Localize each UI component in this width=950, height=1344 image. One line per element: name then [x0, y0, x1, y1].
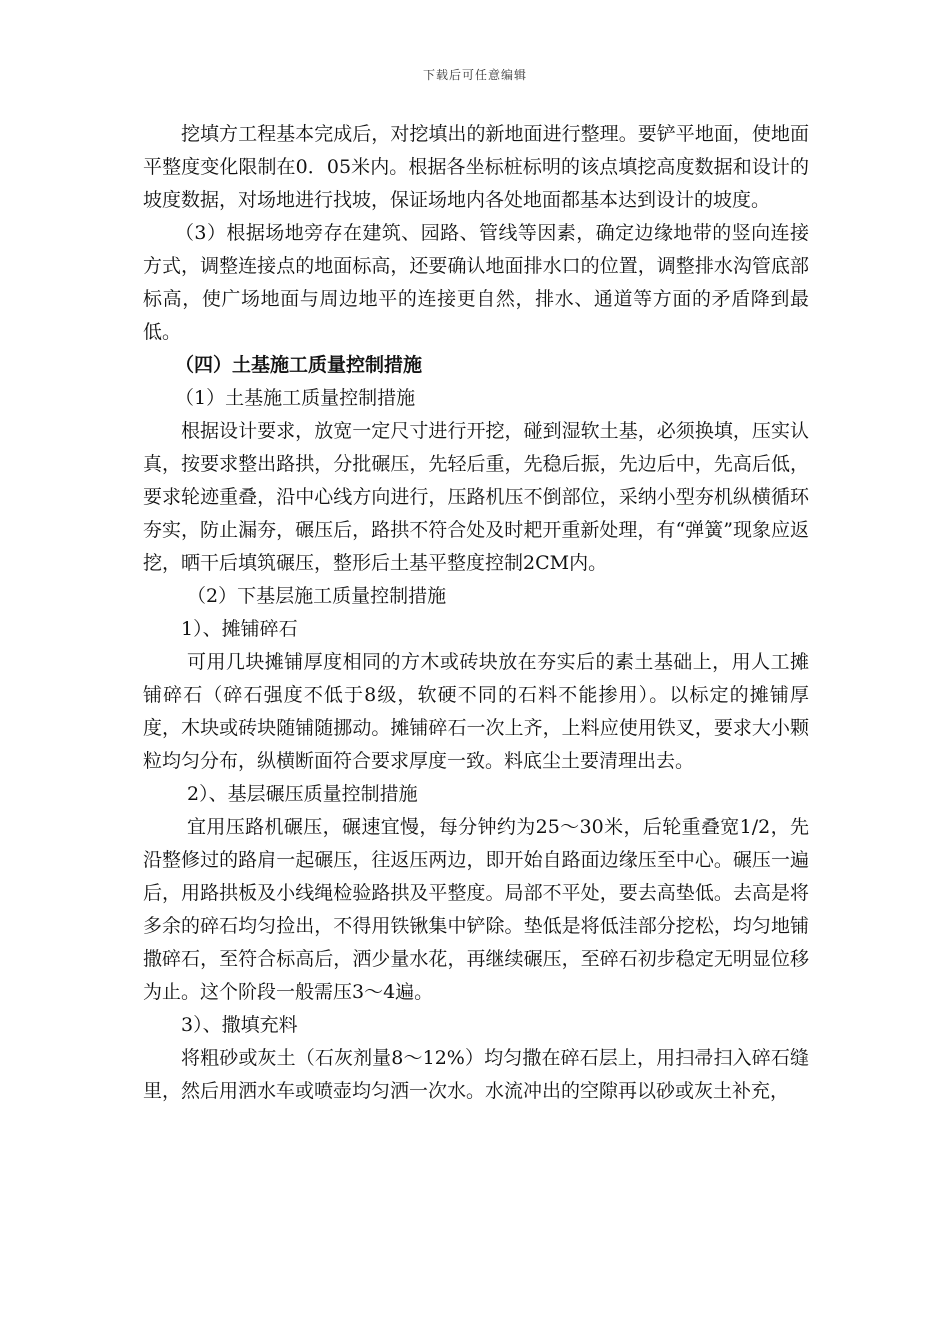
item-heading-filler: 3）、撒填充料 — [181, 1014, 298, 1036]
item-heading-spread-gravel: 1）、摊铺碎石 — [181, 618, 298, 640]
paragraph-spread-gravel: 可用几块摊铺厚度相同的方木或砖块放在夯实后的素土基础上，用人工摊铺碎石（碎石强度不低于8级，软硬不同的石料不能掺用）。以标定的摊铺厚度，木块或砖块随铺随挪动。摊铺碎石一次上齐，上料应使用铁叉，要求大小颗粒均匀分布，纵横断面符合要求厚度一致。料底尘土要清理出去。 — [143, 651, 809, 772]
paragraph-ground-leveling: 挖填方工程基本完成后，对挖填出的新地面进行整理。要铲平地面，使地面平整度变化限制在0．05米内。根据各坐标桩标明的该点填挖高度数据和设计的坡度数据，对场地进行找坡，保证场地内各处地面都基本达到设计的坡度。 — [143, 123, 809, 211]
subheading-lower-base-quality: （2）下基层施工质量控制措施 — [187, 585, 447, 607]
document-body — [143, 118, 809, 1108]
section-heading-subgrade-quality: （四）土基施工质量控制措施 — [175, 354, 423, 376]
item-heading-base-rolling: 2）、基层碾压质量控制措施 — [187, 783, 418, 805]
subheading-subgrade-quality: （1）土基施工质量控制措施 — [175, 387, 416, 409]
paragraph-filler: 将粗砂或灰土（石灰剂量8～12%）均匀撒在碎石层上，用扫帚扫入碎石缝里，然后用洒水车或喷壶均匀洒一次水。水流冲出的空隙再以砂或灰土补充， — [143, 1047, 809, 1102]
paragraph-base-rolling: 宜用压路机碾压，碾速宜慢，每分钟约为25～30米，后轮重叠宽1/2，先沿整修过的路肩一起碾压，往返压两边，即开始自路面边缘压至中心。碾压一遍后，用路拱板及小线绳检验路拱及平整度。局部不平处，要去高垫低。去高是将多余的碎石均匀捡出，不得用铁锹集中铲除。垫低是将低洼部分挖松，均匀地铺撒碎石，至符合标高后，洒少量水花，再继续碾压，至碎石初步稳定无明显位移为止。这个阶段一般需压3～4遍。 — [143, 816, 809, 1003]
paragraph-subgrade-construction: 根据设计要求，放宽一定尺寸进行开挖，碰到湿软土基，必须换填，压实认真，按要求整出路拱，分批碾压，先轻后重，先稳后振，先边后中，先高后低，要求轮迹重叠，沿中心线方向进行，压路机压不倒部位，采纳小型夯机纵横循环夯实，防止漏夯，碾压后，路拱不符合处及时耙开重新处理，有“弹簧”现象应返挖，晒干后填筑碾压，整形后土基平整度控制2CM内。 — [143, 420, 809, 574]
page-header: 下载后可任意编辑 — [422, 68, 527, 82]
paragraph-edge-connection: （3）根据场地旁存在建筑、园路、管线等因素，确定边缘地带的竖向连接方式，调整连接点的地面标高，还要确认地面排水口的位置，调整排水沟管底部标高，使广场地面与周边地平的连接更自然，排水、通道等方面的矛盾降到最低。 — [143, 222, 809, 343]
